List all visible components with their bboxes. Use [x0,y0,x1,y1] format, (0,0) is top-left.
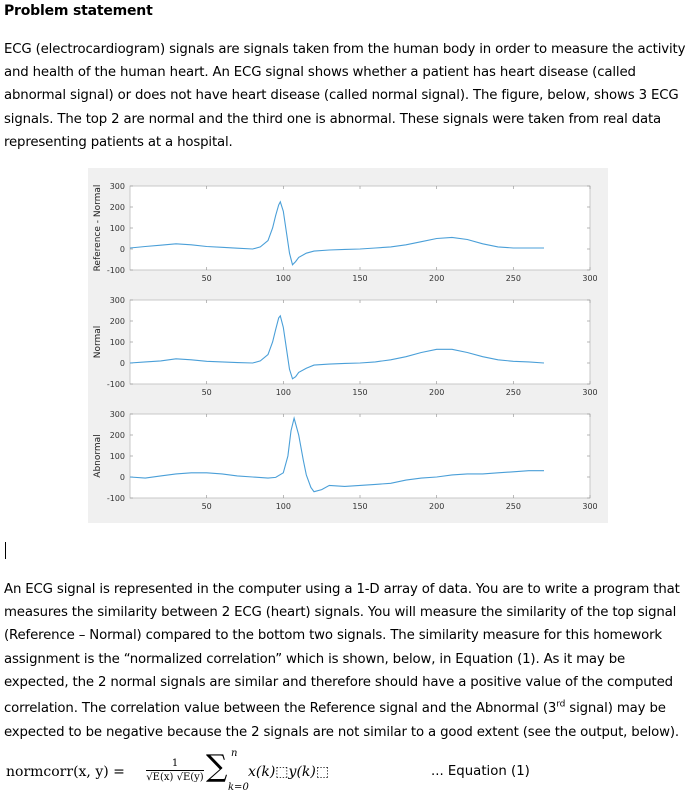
x-tick-label: 150 [352,388,368,397]
equation-denominator: √E(x) √E(y) [146,772,204,783]
y-tick-label: 300 [109,410,125,419]
y-tick-label: 100 [109,224,125,233]
y-tick-label: 100 [109,452,125,461]
y-tick-label: 200 [109,317,125,326]
x-tick-label: 250 [505,502,521,511]
y-tick-label: 200 [109,431,125,440]
ecg-charts [88,168,608,523]
y-tick-label: 200 [109,203,125,212]
x-tick-label: 200 [429,274,445,283]
x-tick-label: 100 [275,502,291,511]
equation-1 [6,748,686,808]
equation-summand: x(k)⬚y(k)⬚ [248,764,330,780]
equation-fraction [146,758,204,783]
x-tick-label: 300 [582,274,598,283]
ecg-figure [88,168,608,523]
x-tick-label: 50 [201,388,212,397]
x-tick-label: 100 [275,388,291,397]
x-tick-label: 300 [582,502,598,511]
x-tick-label: 300 [582,388,598,397]
x-tick-label: 250 [505,274,521,283]
x-tick-label: 150 [352,274,368,283]
x-tick-label: 150 [352,502,368,511]
y-tick-label: 300 [109,296,125,305]
ordinal-suffix: rd [556,700,566,711]
equation-label: ... Equation (1) [431,764,530,779]
sum-lower-limit: k=0 [228,782,249,793]
sum-upper-limit: n [231,748,238,759]
y-tick-label: -100 [106,494,125,503]
x-tick-label: 250 [505,388,521,397]
x-tick-label: 200 [429,502,445,511]
intro-paragraph: ECG (electrocardiogram) signals are signals taken from the human body in order to measure the activity and health of the human heart. An ECG signal shows whether a patient has heart disease (called abnormal signal) or does not have heart disease (called normal signal). The figure, below, shows 3 ECG signals. The top 2 are normal and the third one is abnormal. These signals were taken from real data representing patients at a hospital. [4,42,686,150]
plot-area-1 [130,186,590,270]
y-tick-label: 0 [119,473,125,482]
equation-numerator: 1 [146,758,204,771]
x-tick-label: 50 [201,502,212,511]
x-tick-label: 100 [275,274,291,283]
task-paragraph [4,578,688,744]
y-tick-label: -100 [106,380,125,389]
task-text: An ECG signal is represented in the computer using a 1-D array of data. You are to write a program that measures the similarity between 2 ECG (heart) signals. You will measure the similarity of the top signal (Reference – Normal) compared to the bottom two signals. The similarity measure for this homework assignment is the “normalized correlation” which is shown, below, in Equation (1). As it may be expected, the 2 normal signals are similar and therefore should have a positive value of the computed correlation. The correlation value between the Reference signal and the Abnormal (3rd signal) may be expected to be negative because the 2 signals are not similar to a good extent (see the output, below). [4,582,680,740]
y-axis-label-3: Abnormal [93,434,103,478]
y-tick-label: 0 [119,245,125,254]
y-axis-label-2: Normal [93,325,103,359]
y-axis-label-1: Reference - Normal [93,184,103,272]
sum-sign: ∑ [206,749,228,784]
section-heading: Problem statement [4,3,153,19]
y-tick-label: 0 [119,359,125,368]
plot-area-2 [130,300,590,384]
text-cursor [5,542,6,559]
equation-lhs: normcorr(x, y) = [6,764,125,780]
y-tick-label: 100 [109,338,125,347]
x-tick-label: 50 [201,274,212,283]
y-tick-label: -100 [106,266,125,275]
y-tick-label: 300 [109,182,125,191]
x-tick-label: 200 [429,388,445,397]
